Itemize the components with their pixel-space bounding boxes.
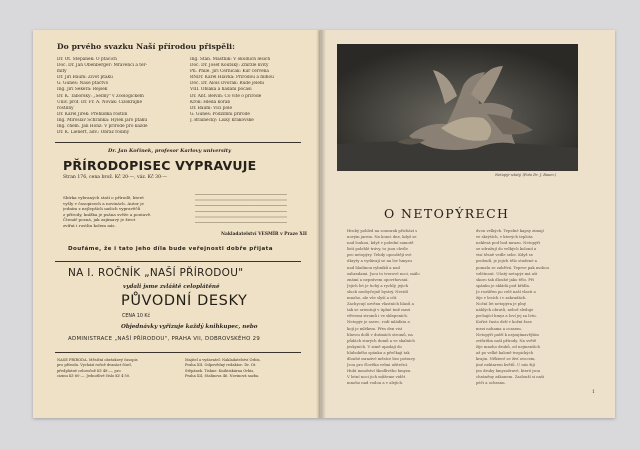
contributor-line: VIII. Oblaka a hádání počasí bbox=[190, 87, 252, 93]
book-description bbox=[63, 195, 188, 229]
contributors-col1 bbox=[57, 57, 185, 136]
body-line: Je rozšířen po celé naší vlasti a bbox=[476, 288, 536, 294]
description-line: z přírody, knížka je psána svěže a poutavě. bbox=[63, 211, 152, 217]
article-col1 bbox=[347, 228, 469, 386]
body-line: tak se orientují v úplné tmě mezi bbox=[347, 307, 411, 313]
photo-caption: Netopýr ušatý. (Foto Dr. J. Baum.) bbox=[495, 173, 557, 177]
body-line: jen druhy hmyzožravé, které jsou bbox=[476, 368, 541, 374]
address-line: ADMINISTRACE „NAŠÍ PŘÍRODOU", PRAHA VII, DOBROVSKÉHO 29 bbox=[68, 336, 261, 342]
imprint-line: NAŠE PŘÍRODA. Měsíční obrázkový časopis bbox=[57, 358, 138, 362]
body-line: Jejich let je tichý a rychlý, jejich bbox=[347, 282, 409, 288]
contributor-line: Ph. Phile. Jiří Černičák: Kur červená bbox=[190, 69, 269, 75]
publisher-line: Nakladatelství VESMÍR v Praze XII bbox=[221, 232, 307, 237]
author-line: Dr. Jan Kořínek, profesor Karlovy university bbox=[108, 148, 231, 154]
body-line: prchající hmyz a loví jej za letu. bbox=[476, 313, 537, 319]
body-line: Netopýři patří k nejzajímavějším bbox=[476, 331, 539, 337]
divider bbox=[55, 142, 301, 143]
contributor-line: Dr. K. Táborský: „Šelmy" v Zoologickém bbox=[57, 93, 144, 99]
left-page bbox=[33, 30, 320, 418]
order-line: Objednávky vyřizuje každý knihkupec, nebo bbox=[121, 324, 258, 330]
made-line: vydali jsme zvláště celoplátěné bbox=[123, 284, 220, 290]
contributor-line: rostliny bbox=[57, 105, 74, 111]
body-line: Jsou pro člověka velmi užiteční. bbox=[347, 362, 408, 368]
book-title: PŘÍRODOPISEC VYPRAVUJE bbox=[63, 158, 257, 173]
contributor-line: Dr. Baum: Vlčí pole bbox=[190, 105, 233, 111]
body-line: mnoho nad vodou a v alejích. bbox=[347, 380, 404, 386]
body-line: známí a neprávem opovrhovaní. bbox=[347, 276, 409, 282]
imprint-line: předplatné celoročně Kč 48·—, pro bbox=[57, 368, 121, 373]
body-line: Zachycují ozvěnu vlastních hlasů a bbox=[347, 301, 414, 307]
body-line: hlavou dolů v dutinách stromů, na bbox=[347, 331, 413, 337]
body-line: spánku je skládá pod křídla. bbox=[476, 282, 531, 288]
divider bbox=[55, 352, 301, 353]
contributors-heading: Do prvého svazku Naší přírodou přispěli: bbox=[57, 42, 236, 51]
book-meta: Stran 176, cena brož. Kč 20·—, váz. Kč 30·— bbox=[63, 175, 168, 180]
contributor-line: Doc. Dr. Josef Koutský: Zmrzlé kvity bbox=[190, 63, 269, 69]
divider bbox=[55, 261, 301, 262]
imprint-line: Praha XII, Stalinova 46. Novinová sazba. bbox=[185, 374, 260, 379]
contributor-line: Dr. Ot. Štěpánek: O ptácích bbox=[57, 57, 117, 62]
contributor-line: Ing. Jiří Sekera: Rejsek bbox=[57, 87, 108, 93]
contributor-line: Dr. Karel Jírek: Přehlídka rostlin bbox=[57, 111, 128, 117]
description-column-2 bbox=[195, 194, 287, 226]
body-line: zahradami. Jsou to tvorové noci, málo bbox=[347, 270, 420, 276]
body-line: neklesá pod bod mrazu. Netopýři bbox=[476, 240, 541, 246]
body-line: probudí, je jejich tělo studené a bbox=[476, 258, 537, 264]
magazine-spread bbox=[33, 30, 615, 422]
body-line: pomalu se zahřívá. Teprve pak mohou bbox=[476, 264, 550, 270]
contributors-col2 bbox=[190, 57, 310, 124]
imprint-col1 bbox=[57, 358, 179, 380]
article-title: O NETOPÝRECH bbox=[384, 206, 510, 221]
body-line: náhlých obratů, neboť sleduje bbox=[476, 307, 534, 313]
body-line: mnoho, ale vše slyší a cítí. bbox=[347, 295, 398, 301]
body-line: skoro tak dlouhé jako tělo. Při bbox=[476, 276, 534, 282]
imprint-line: pro přírodu. Vychází ročně dvanáct čísel, bbox=[57, 363, 132, 368]
page-number: 1 bbox=[592, 390, 595, 395]
spine-shadow bbox=[316, 30, 326, 418]
description-line: vyšly v časopisech a novinách. Autor je bbox=[63, 200, 144, 206]
imprint-line: cizinu Kč 60·—. Jednotlivé číslo Kč 4·50. bbox=[57, 374, 131, 379]
body-line: Hrubý pohled na soumrak přichází s bbox=[347, 228, 418, 233]
body-line: půdách starých domů a ve skalních bbox=[347, 337, 415, 343]
body-line: dvou velkých. Tepelné kapsy zimují bbox=[476, 228, 544, 233]
body-line: jiné nektarem květů. U nás žijí bbox=[476, 362, 535, 368]
imprint-line: Majitel a vydavatel: Nakladatelství Orbis, bbox=[185, 358, 261, 362]
body-line: vzlétnout. Ušatý netopýr má uši bbox=[476, 270, 538, 276]
body-line: V letní noci jich můžeme vidět bbox=[347, 374, 406, 380]
description-line: Sbírka vybraných statí o přírodě, které bbox=[63, 195, 144, 200]
body-line: dlouhé mrazivé měsíce bez potravy. bbox=[347, 355, 416, 361]
body-line: žije mnoho druhů, od nejmenších bbox=[476, 343, 540, 349]
body-line: zvířatům naší přírody. Na světě bbox=[476, 337, 537, 343]
price-line: CENA 10 Kč bbox=[122, 314, 151, 319]
bat-image bbox=[337, 44, 578, 171]
body-line: péči a ochranu. bbox=[476, 380, 506, 386]
imprint-col2 bbox=[185, 358, 307, 380]
contributor-line: RNDr. Karel Hlávka: Přírodou a mlhou bbox=[190, 75, 274, 81]
body-line: pro netopýry. Tehdy opouštějí své bbox=[347, 252, 412, 258]
contributor-line: Univ. prof. Dr. Fr. A. Novák: Cizokrajné bbox=[57, 99, 142, 105]
contributor-line: G. Gunes: Naše ptactvo bbox=[57, 81, 109, 87]
contributor-line: Krok: Hledá koráb bbox=[190, 99, 231, 105]
body-line: krajin. Některé se živí ovocem, bbox=[476, 355, 536, 361]
contributor-line: Doc. Dr. Jan Obenberger: Mravenci a ter- bbox=[57, 63, 148, 69]
body-line: se sdružují do velkých kolonií a bbox=[476, 246, 537, 252]
body-line: nad loukou, když v polední samotě bbox=[347, 240, 414, 246]
body-line: Netopýr je savec, rodí mláďata a bbox=[347, 319, 410, 325]
body-line: Hubí množství škodlivého hmyzu. bbox=[347, 368, 412, 374]
body-line: až po velké kaloně tropických bbox=[476, 349, 534, 355]
body-line: kojí je mlékem. Přes den visí bbox=[347, 325, 403, 331]
contributor-line: Ing. Stan. Mastník: V okolních lesích bbox=[190, 57, 271, 62]
body-line: větvemi stromů i ve sklepeních. bbox=[347, 313, 409, 319]
body-line: Kořist často drží v kožní řase bbox=[476, 319, 532, 325]
body-line: nad hladinou rybníků a nad bbox=[347, 264, 400, 270]
body-line: úkryty a vydávají se na lov hmyzu bbox=[347, 258, 412, 264]
contributor-line: Ing. chem. Jan Honz: V přírodě pro každé bbox=[57, 124, 148, 130]
imprint-line: Štěpánek. Tiskne: Knihtiskárna Orbis, bbox=[185, 368, 255, 373]
contributor-line: Dr. Jiří Baum: Život ptáků bbox=[57, 75, 113, 81]
description-line: zvířat i rostlin kolem nás. bbox=[63, 222, 116, 228]
body-line: chráněny zákonem. Zaslouží si naši bbox=[476, 374, 545, 380]
body-line: ve skrýších, v kterých teplota bbox=[476, 234, 533, 240]
contributor-line: G. Gunes: Podzimní přírodě bbox=[190, 111, 250, 117]
article-col2 bbox=[476, 228, 598, 386]
contributor-line: J. Brainecký: Lišky krakovské bbox=[190, 117, 254, 123]
contributor-line: Ing. Miroslav Schránka: Hýlek jaro ptáků bbox=[57, 117, 148, 123]
body-line: žije v lesích i v zahradách. bbox=[476, 295, 527, 301]
imprint-line: Praha XII. Odpovědný redaktor: Dr. Ot. bbox=[185, 363, 257, 368]
right-page bbox=[320, 30, 615, 418]
bat-photo bbox=[337, 44, 578, 171]
contributor-line: Doc. Dr. Alois Dvořák: Rudé jelení bbox=[190, 81, 265, 87]
contributor-line: Dr. Ant. Bělvín: Co víte o přírodě bbox=[190, 93, 262, 99]
desky-title: PŮVODNÍ DESKY bbox=[121, 293, 248, 309]
body-line: mezi nohama a ocasem. bbox=[476, 325, 522, 331]
contributor-line: mity bbox=[57, 69, 67, 75]
body-line: novým jarem. Na konci dne, když se bbox=[347, 234, 417, 240]
description-line: Čtenář pozná, jak zajímavý je život bbox=[63, 217, 136, 223]
year-line: NA I. ROČNÍK „NAŠÍ PŘÍRODOU" bbox=[68, 267, 244, 279]
contributor-line: Dr. K. Lienert, adv.: Obraz rodiny bbox=[57, 130, 130, 136]
body-line: jeskyních. V zimě upadají do bbox=[347, 343, 402, 349]
body-line: sluch neobyčejně bystrý. Nevidí bbox=[347, 288, 408, 294]
body-line: listí polehlé trávy, to jsou chvíle bbox=[347, 246, 408, 252]
description-line: jedním z nejlepších našich vypravěčů bbox=[63, 206, 141, 212]
hope-line: Doufáme, že i tato jeho díla bude veřejnosti dobře přijata bbox=[68, 246, 273, 252]
body-line: visí těsně vedle sebe. Když se bbox=[476, 252, 533, 258]
body-line: Noční let netopýra je plný bbox=[476, 301, 527, 307]
body-line: hlubokého spánku a přečkají tak bbox=[347, 349, 410, 355]
